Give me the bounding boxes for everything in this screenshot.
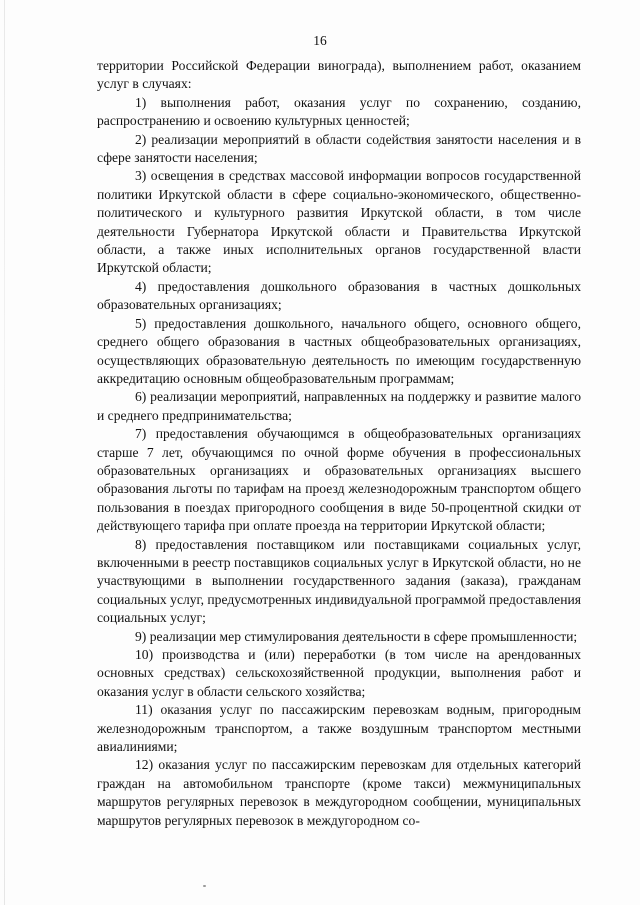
list-item: 8) предоставления поставщиком или поставщиками социальных услуг, включенными в реестр поставщиков социальных услуг в Иркутской области, но не участвующими в выполнении государственного задания (заказа), гражданам социальных услуг, предусмотренных индивидуальной программой предоставления социальных услуг; <box>97 536 581 626</box>
page-number: 16 <box>313 33 327 48</box>
list-item: 12) оказания услуг по пассажирским перевозкам для отдельных категорий граждан на автомобильном транспорте (кроме такси) межмуниципальных маршрутов регулярных перевозок в междугородном сообщении, муниципальных маршрутов регулярных перевозок в междугородном со- <box>97 757 581 828</box>
list-item: 9) реализации мер стимулирования деятельности в сфере промышленности; <box>135 628 578 644</box>
list-item: 5) предоставления дошкольного, начального общего, основного общего, среднего общего образования в частных общеобразовательных организациях, осуществляющих образовательную деятельность по имеющим государственную аккредитацию основным общеобразовательным программам; <box>97 315 581 386</box>
list-item: 11) оказания услуг по пассажирским перевозкам водным, пригородным железнодорожным транспортом, а также воздушным транспортом местными авиалиниями; <box>97 702 581 755</box>
list-item: 4) предоставления дошкольного образования в частных дошкольных образовательных организациях; <box>97 278 581 313</box>
document-body <box>97 57 581 830</box>
list-item: 1) выполнения работ, оказания услуг по сохранению, созданию, распространению и освоению культурных ценностей; <box>97 94 581 129</box>
list-item: 10) производства и (или) переработки (в том числе на арендованных основных средствах) сельскохозяйственной продукции, выполнения работ и оказания услуг в области сельского хозяйства; <box>97 647 581 699</box>
list-item: 3) освещения в средствах массовой информации вопросов государственной политики Иркутской области в сфере социально-экономического, общественно-политического и культурного развития Иркутской области, в том числе деятельности Губернатора Иркутской области и Правительства Иркутской области, а также иных исполнительных органов государственной власти Иркутской области; <box>97 168 581 276</box>
list-item: 7) предоставления обучающимся в общеобразовательных организациях старше 7 лет, обучающимся по очной форме обучения в профессиональных образовательных организациях и образовательных организациях высшего образования льготы по тарифам на проезд железнодорожным транспортом общего пользования в поездах пригородного сообщения в виде 50-процентной скидки от действующего тарифа при оплате проезда на территории Иркутской области; <box>97 426 581 534</box>
list-item: 6) реализации мероприятий, направленных на поддержку и развитие малого и среднего предпринимательства; <box>97 389 581 423</box>
intro-paragraph: территории Российской Федерации винограда), выполнением работ, оказанием услуг в случаях: <box>97 58 581 92</box>
scan-edge <box>4 0 5 905</box>
list-item: 2) реализации мероприятий в области содействия занятости населения и в сфере занятости населения; <box>97 131 581 166</box>
scan-dot <box>203 885 206 887</box>
